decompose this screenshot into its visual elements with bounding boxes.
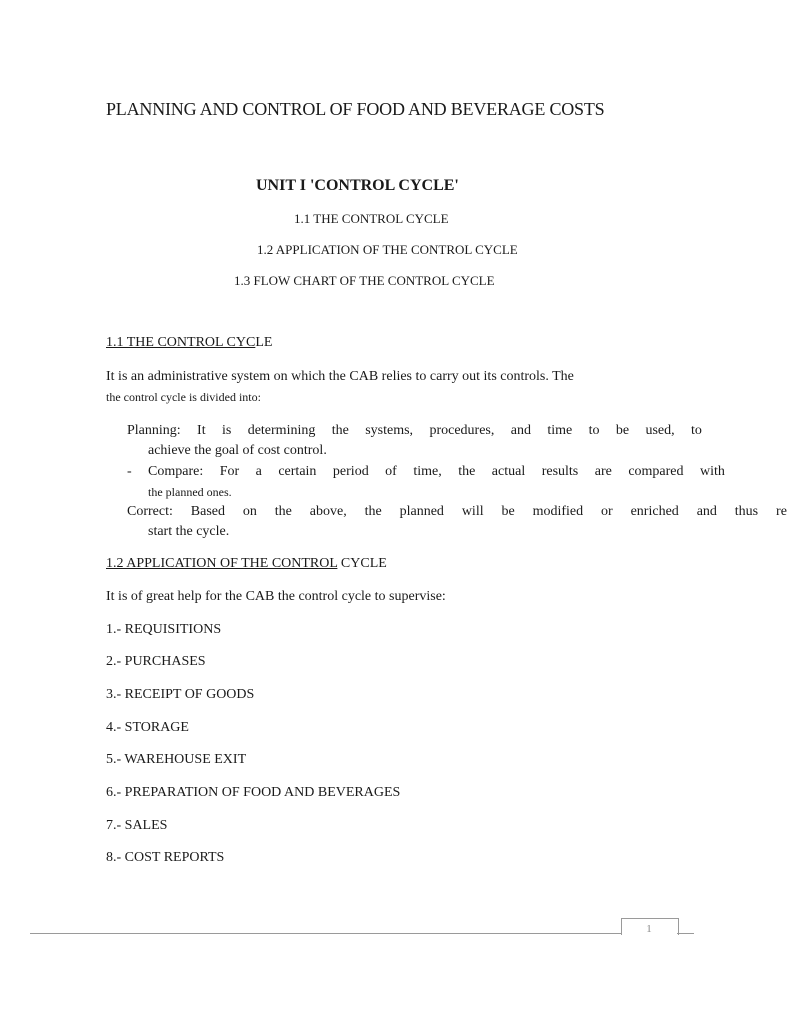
paragraph-line: It is of great help for the CAB the control cycle to supervise: xyxy=(106,589,446,604)
document-title: PLANNING AND CONTROL OF FOOD AND BEVERAGE COSTS xyxy=(106,99,605,119)
footer-divider xyxy=(677,933,694,934)
word: re xyxy=(776,504,787,519)
word: be xyxy=(615,423,630,438)
word: time, xyxy=(413,464,442,479)
word: Based xyxy=(190,504,225,519)
list-item: 4.- STORAGE xyxy=(106,720,189,735)
word: It xyxy=(197,423,206,438)
word: results xyxy=(541,464,579,479)
word: to xyxy=(691,423,702,438)
word: used, xyxy=(645,423,675,438)
unit-title: UNIT I 'CONTROL CYCLE' xyxy=(256,177,459,194)
word: enriched xyxy=(630,504,679,519)
word: on xyxy=(242,504,257,519)
paragraph-line: It is an administrative system on which the CAB relies to carry out its controls. The xyxy=(106,369,574,384)
compare-line xyxy=(148,464,725,480)
planning-line-continued: achieve the goal of cost control. xyxy=(148,443,327,458)
list-dash: - xyxy=(127,464,132,479)
toc-item: 1.1 THE CONTROL CYCLE xyxy=(294,211,449,226)
list-item: 2.- PURCHASES xyxy=(106,654,206,669)
word: period xyxy=(332,464,369,479)
list-item: 7.- SALES xyxy=(106,818,168,833)
word: be xyxy=(501,504,515,519)
word: and xyxy=(696,504,717,519)
planning-line xyxy=(127,423,702,439)
word: the xyxy=(274,504,292,519)
word: Planning: xyxy=(127,423,181,438)
list-item: 5.- WAREHOUSE EXIT xyxy=(106,752,247,767)
word: For xyxy=(219,464,240,479)
word: above, xyxy=(309,504,347,519)
word: thus xyxy=(734,504,759,519)
word: to xyxy=(588,423,600,438)
toc-item: 1.3 FLOW CHART OF THE CONTROL CYCLE xyxy=(234,273,495,288)
paragraph-line: the control cycle is divided into: xyxy=(106,390,261,404)
word: certain xyxy=(278,464,317,479)
word: the xyxy=(331,423,349,438)
word: or xyxy=(601,504,613,519)
word: the xyxy=(458,464,476,479)
word: time xyxy=(547,423,573,438)
word: compared xyxy=(628,464,684,479)
list-item: 8.- COST REPORTS xyxy=(106,850,225,865)
correct-line-continued: start the cycle. xyxy=(148,524,230,539)
word: modified xyxy=(532,504,584,519)
section-heading-rest: CYCLE xyxy=(337,556,387,571)
word: a xyxy=(255,464,262,479)
toc-item: 1.2 APPLICATION OF THE CONTROL CYCLE xyxy=(257,242,518,257)
word: procedures, xyxy=(429,423,495,438)
word: is xyxy=(221,423,232,438)
word: planned xyxy=(399,504,444,519)
page-number: 1 xyxy=(646,923,652,935)
section-heading-underlined: 1.1 THE CONTROL CYC xyxy=(106,335,256,350)
word: determining xyxy=(247,423,316,438)
word: systems, xyxy=(365,423,414,438)
word: Compare: xyxy=(148,464,204,479)
section-heading-application xyxy=(106,556,387,572)
section-heading-underlined: 1.2 APPLICATION OF THE CONTROL xyxy=(106,556,338,571)
word: Correct: xyxy=(127,504,173,519)
word: are xyxy=(594,464,612,479)
word: of xyxy=(385,464,397,479)
word: the xyxy=(364,504,382,519)
footer-divider xyxy=(30,933,622,934)
section-heading-rest: LE xyxy=(255,335,273,350)
list-item: 6.- PREPARATION OF FOOD AND BEVERAGES xyxy=(106,785,401,800)
section-heading-control-cycle xyxy=(106,335,272,351)
word: with xyxy=(700,464,725,479)
word: will xyxy=(461,504,484,519)
word: and xyxy=(510,423,531,438)
compare-line-continued: the planned ones. xyxy=(148,485,232,499)
correct-line xyxy=(127,504,787,520)
list-item: 1.- REQUISITIONS xyxy=(106,622,222,637)
list-item: 3.- RECEIPT OF GOODS xyxy=(106,687,255,702)
word: actual xyxy=(491,464,526,479)
